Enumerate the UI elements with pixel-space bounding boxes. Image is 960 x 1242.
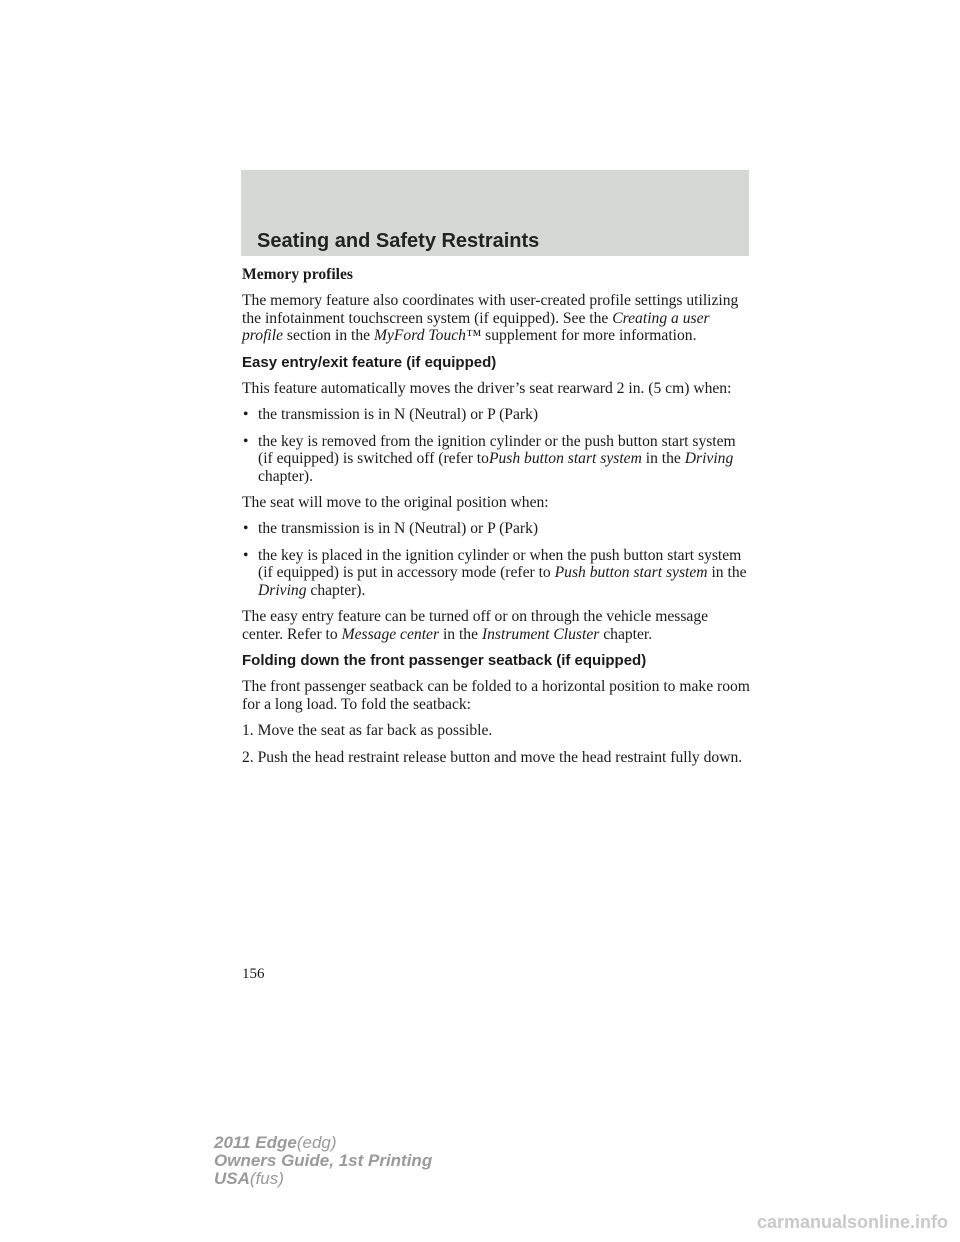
off-text: The easy entry feature can be turned off or on through the vehicle message center. Refer to <box>242 608 709 643</box>
easy-entry-intro: This feature automatically moves the driver’s seat rearward 2 in. (5 cm) when: <box>242 380 732 398</box>
footer-model: 2011 Edge <box>214 1133 297 1152</box>
driving-chapter-ref: Driving <box>684 450 734 468</box>
footer-market-code: (fus) <box>249 1169 284 1188</box>
section-header-band <box>241 170 749 256</box>
footer-line-3 <box>214 1170 432 1188</box>
bullet-text: the key is placed in the ignition cylinder or when the push button start system (if equipped) is put in accessory mode (refer to <box>258 546 742 582</box>
footer-model-code: (edg) <box>296 1133 337 1152</box>
creating-user-profile-ref: Creating a user profile <box>242 309 710 345</box>
memory-text-mid: section in the <box>286 327 371 345</box>
footer-market: USA <box>214 1169 250 1188</box>
bullet-text: the key is removed from the ignition cylinder or the push button start system (if equipped) is switched off (refer to <box>258 432 736 468</box>
bullet-text-end: chapter). <box>258 467 313 485</box>
list-item <box>242 520 752 537</box>
off-text-mid: in the <box>442 625 479 643</box>
footer-line-2 <box>214 1152 432 1170</box>
section-title: Seating and Safety Restraints <box>257 230 540 252</box>
easy-entry-heading: Easy entry/exit feature (if equipped) <box>242 353 497 371</box>
bullet-text: the transmission is in N (Neutral) or P (Park) <box>258 520 539 538</box>
push-button-start-ref: Push button start system <box>488 450 642 468</box>
bullet-icon: • <box>243 432 249 450</box>
memory-profiles-paragraph <box>242 292 752 344</box>
instrument-cluster-ref: Instrument Cluster <box>481 625 600 643</box>
bullet-text: the transmission is in N (Neutral) or P (Park) <box>258 406 539 424</box>
folding-step-2: 2. Push the head restraint release button and move the head restraint fully down. <box>242 748 743 766</box>
return-position-intro: The seat will move to the original position when: <box>242 494 549 512</box>
off-text-end: chapter. <box>603 625 653 643</box>
bullet-icon: • <box>243 520 249 538</box>
message-center-ref: Message center <box>341 625 440 643</box>
folding-intro: The front passenger seatback can be folded to a horizontal position to make room for a long load. To fold the seatback: <box>242 678 750 713</box>
driving-chapter-ref: Driving <box>258 581 307 599</box>
print-footer <box>214 1134 432 1188</box>
bullet-icon: • <box>243 406 249 424</box>
bullet-icon: • <box>243 546 249 564</box>
memory-profiles-heading: Memory profiles <box>242 266 353 283</box>
bullet-text-mid: in the <box>711 564 747 582</box>
page-content <box>242 266 752 775</box>
list-item <box>242 406 752 423</box>
site-watermark: carmanualsonline.info <box>756 1212 948 1232</box>
memory-text-end: supplement for more information. <box>485 327 697 345</box>
push-button-start-ref: Push button start system <box>554 564 708 582</box>
myford-touch-ref: MyFord Touch™ <box>373 327 482 345</box>
bullet-text-mid: in the <box>645 450 681 468</box>
folding-step-1: 1. Move the seat as far back as possible. <box>242 722 493 740</box>
easy-entry-off-paragraph <box>242 608 752 643</box>
memory-text: The memory feature also coordinates with user-created profile settings utilizing the infotainment touchscreen system (if equipped). See the <box>242 292 739 327</box>
list-item <box>242 547 752 599</box>
footer-line-1 <box>214 1134 432 1152</box>
folding-seatback-heading: Folding down the front passenger seatback (if equipped) <box>242 651 647 669</box>
bullet-text-end: chapter). <box>310 581 366 599</box>
footer-printing: Owners Guide, 1st Printing <box>214 1151 433 1170</box>
page-number: 156 <box>242 966 265 982</box>
list-item <box>242 433 752 485</box>
